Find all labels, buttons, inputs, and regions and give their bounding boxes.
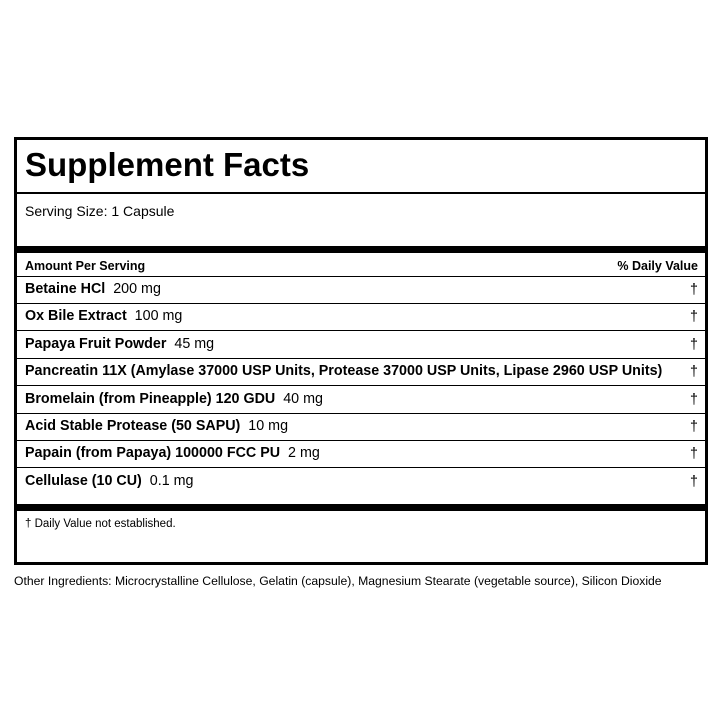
daily-value-header: % Daily Value [617, 259, 698, 273]
table-row [17, 304, 705, 331]
ingredient-text [25, 363, 670, 379]
ingredient-text [25, 418, 288, 434]
ingredient-name: Cellulase (10 CU) [25, 472, 142, 489]
ingredient-name: Acid Stable Protease (50 SAPU) [25, 418, 241, 434]
serving-size: Serving Size: 1 Capsule [25, 203, 175, 219]
ingredient-amount: 2 mg [288, 445, 320, 462]
ingredient-amount: 10 mg [248, 418, 289, 434]
table-row [17, 387, 705, 414]
table-row [17, 441, 705, 468]
table-row [17, 414, 705, 441]
ingredient-name: Betaine HCl [25, 281, 106, 297]
thick-rule-top [17, 246, 705, 253]
daily-value-dagger: † [690, 364, 698, 381]
ingredient-amount: 0.1 mg [149, 472, 194, 489]
ingredient-text [25, 308, 182, 324]
daily-value-dagger: † [690, 446, 698, 463]
ingredient-name: Papaya Fruit Powder [25, 335, 167, 352]
table-row [17, 277, 705, 304]
ingredient-text [25, 445, 320, 461]
ingredient-text [25, 473, 193, 489]
daily-value-dagger: † [690, 391, 698, 408]
ingredient-name: Ox Bile Extract [25, 308, 127, 325]
amount-per-serving-header: Amount Per Serving [25, 259, 146, 273]
ingredient-amount: 40 mg [283, 390, 323, 407]
ingredient-amount: 45 mg [174, 335, 215, 352]
ingredient-text [25, 281, 161, 297]
ingredient-text [25, 391, 323, 407]
ingredient-name: Pancreatin 11X (Amylase 37000 USP Units, Protease 37000 USP Units, Lipase 2960 USP Units) [25, 363, 663, 380]
daily-value-dagger: † [690, 282, 698, 298]
ingredient-name: Papain (from Papaya) 100000 FCC PU [25, 445, 281, 462]
ingredient-amount: 100 mg [134, 308, 183, 325]
title-rule [17, 192, 705, 194]
daily-value-dagger: † [690, 309, 698, 326]
other-ingredients: Other Ingredients: Microcrystalline Cellulose, Gelatin (capsule), Magnesium Stearate (vegetable source), Silicon Dioxide [14, 574, 662, 588]
supplement-facts-panel [14, 137, 708, 565]
panel-title: Supplement Facts [25, 146, 310, 183]
daily-value-dagger: † [690, 336, 698, 353]
daily-value-dagger: † [690, 419, 698, 435]
ingredient-name: Bromelain (from Pineapple) 120 GDU [25, 390, 276, 407]
ingredient-amount: 200 mg [113, 281, 161, 297]
daily-value-dagger: † [690, 473, 698, 490]
table-row [17, 332, 705, 359]
footnote: † Daily Value not established. [25, 518, 176, 530]
thick-rule-bottom [17, 504, 705, 511]
table-row [17, 359, 705, 386]
ingredient-text [25, 336, 214, 352]
table-row [17, 469, 705, 496]
